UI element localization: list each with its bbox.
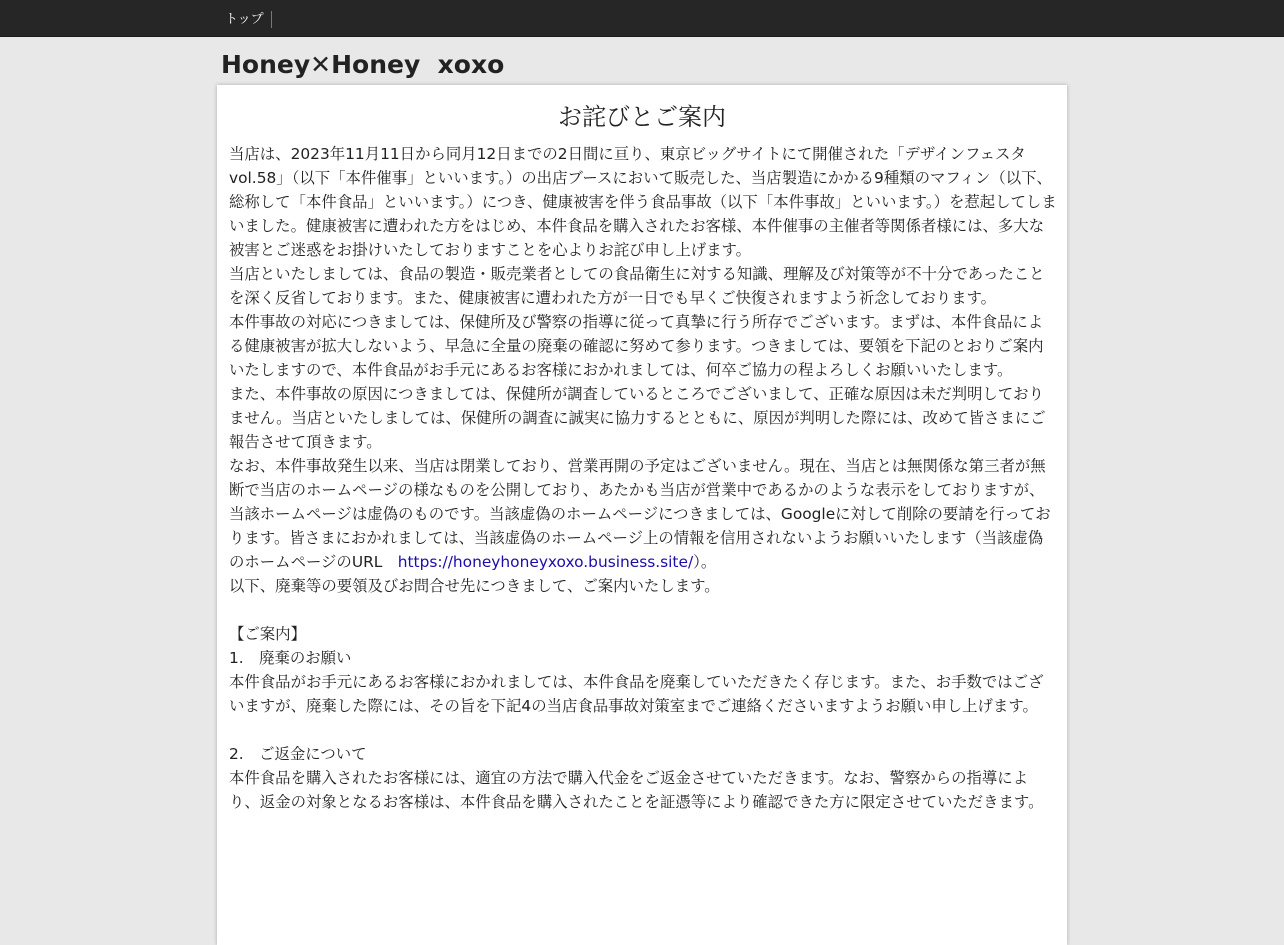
guide-title: 【ご案内】 (229, 625, 306, 643)
paragraph-apology: 当店は、2023年11月11日から同月12日までの2日間に亘り、東京ビッグサイトにて開催された「デザインフェスタvol.58」（以下「本件催事」といいます。）の出店ブースにおいて販売した、当店製造にかかる9種類のマフィン（以下、総称して「本件食品」といいます。）につき、健康被害を伴う食品事故（以下「本件事故」といいます。）を惹起してしまいました。健康被害に遭われた方をはじめ、本件食品を購入されたお客様、本件催事の主催者等関係者様には、多大な被害とご迷惑をお掛けいたしておりますことを心よりお詫び申し上げます。 (229, 145, 1057, 259)
fake-homepage-url-link[interactable]: https://honeyhoneyxoxo.business.site/ (397, 553, 694, 571)
spacer (229, 598, 1057, 622)
top-nav (218, 0, 272, 36)
guide-item2-body: 本件食品を購入されたお客様には、適宜の方法で購入代金をご返金させていただきます。なお、警察からの指導により、返金の対象となるお客様は、本件食品を購入されたことを証憑等により確認できた方に限定させていただきます。 (229, 769, 1044, 811)
page-heading: お詫びとご案内 (558, 103, 726, 131)
fake-homepage-text: なお、本件事故発生以来、当店は閉業しており、営業再開の予定はございません。現在、当店とは無関係な第三者が無断で当店のホームページの様なものを公開しており、あたかも当店が営業中であるかのような表示をしておりますが、当該ホームページは虚偽のものです。当該虚偽のホームページにつきましては、Googleに対して削除の要請を行っております。皆さまにおかれましては、当該虚偽のホームページ上の情報を信用されないようお願いいたします（当該虚偽のホームページのURL (229, 457, 1051, 571)
paragraph-response: 本件事故の対応につきましては、保健所及び警察の指導に従って真摯に行う所存でございます。まずは、本件食品による健康被害が拡大しないよう、早急に全量の廃棄の確認に努めて参ります。つきましては、要領を下記のとおりご案内いたしますので、本件食品がお手元にあるお客様におかれましては、何卒ご協力の程よろしくお願いいたします。 (229, 313, 1044, 379)
guide-item1-title: 1. 廃棄のお願い (229, 649, 352, 667)
site-title[interactable]: Honey✕Honey xoxo (221, 50, 505, 79)
guide-item2-title: 2. ご返金について (229, 745, 367, 763)
paragraph-fake-homepage (229, 454, 1057, 574)
fake-homepage-closing: ）。 (693, 553, 717, 571)
article-body (229, 142, 1057, 814)
spacer (229, 718, 1057, 742)
guide-item1-body: 本件食品がお手元にあるお客様におかれましては、本件食品を廃棄していただきたく存じます。また、お手数ではございますが、廃棄した際には、その旨を下記4の当店食品事故対策室までご連絡くださいますようお願い申し上げます。 (229, 673, 1044, 715)
paragraph-reflection: 当店といたしましては、食品の製造・販売業者としての食品衛生に対する知識、理解及び対策等が不十分であったことを深く反省しております。また、健康被害に遭われた方が一日でも早くご快復されますよう祈念しております。 (229, 265, 1045, 307)
nav-link-top[interactable]: トップ (218, 11, 272, 28)
top-navigation-bar (0, 0, 1284, 37)
paragraph-guide-intro: 以下、廃棄等の要領及びお問合せ先につきまして、ご案内いたします。 (229, 577, 720, 595)
paragraph-cause: また、本件事故の原因につきましては、保健所が調査しているところでございまして、正確な原因は未だ判明しておりません。当店といたしましては、保健所の調査に誠実に協力するとともに、原因が判明した際には、改めて皆さまにご報告させて頂きます。 (229, 385, 1046, 451)
